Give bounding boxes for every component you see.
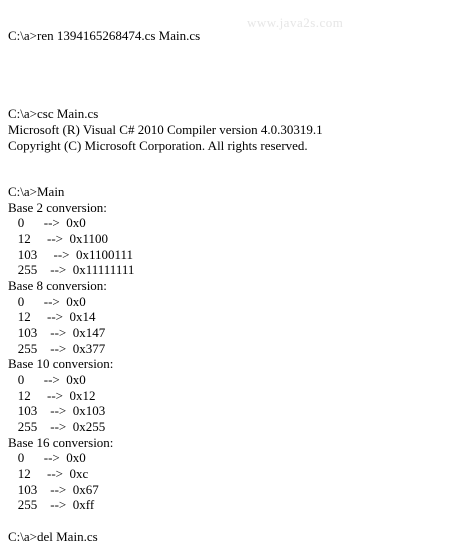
console-line-base2-0: 0 --> 0x0	[8, 215, 86, 230]
console-line-base10-255: 255 --> 0x255	[8, 419, 106, 434]
console-line-rename-command: C:\a>ren 1394165268474.cs Main.cs	[8, 28, 201, 43]
console-line-base16-12: 12 --> 0xc	[8, 466, 89, 481]
console-line-base2-header: Base 2 conversion:	[8, 200, 107, 215]
console-line-run-command: C:\a>Main	[8, 184, 65, 199]
watermark: www.java2s.com	[247, 15, 344, 30]
console-line-copyright: Copyright (C) Microsoft Corporation. All rights reserved.	[8, 138, 308, 153]
console-line-base2-255: 255 --> 0x11111111	[8, 262, 135, 277]
console-line-delete-command: C:\a>del Main.cs	[8, 529, 98, 544]
console-line-compile-command: C:\a>csc Main.cs	[8, 106, 99, 121]
console-line-base8-12: 12 --> 0x14	[8, 309, 96, 324]
console-line-base2-103: 103 --> 0x1100111	[8, 247, 134, 262]
console-line-base8-255: 255 --> 0x377	[8, 341, 106, 356]
console-line-base8-header: Base 8 conversion:	[8, 278, 107, 293]
console-line-base16-255: 255 --> 0xff	[8, 497, 95, 512]
console-line-base8-103: 103 --> 0x147	[8, 325, 106, 340]
console-line-base10-header: Base 10 conversion:	[8, 356, 114, 371]
console-line-base8-0: 0 --> 0x0	[8, 294, 86, 309]
console-line-base16-0: 0 --> 0x0	[8, 450, 86, 465]
console-line-base10-12: 12 --> 0x12	[8, 388, 96, 403]
console-line-base10-103: 103 --> 0x103	[8, 403, 106, 418]
console-line-base2-12: 12 --> 0x1100	[8, 231, 109, 246]
console-line-base16-103: 103 --> 0x67	[8, 482, 99, 497]
console-line-base10-0: 0 --> 0x0	[8, 372, 86, 387]
console-line-compiler-version: Microsoft (R) Visual C# 2010 Compiler version 4.0.30319.1	[8, 122, 323, 137]
console-line-base16-header: Base 16 conversion:	[8, 435, 114, 450]
